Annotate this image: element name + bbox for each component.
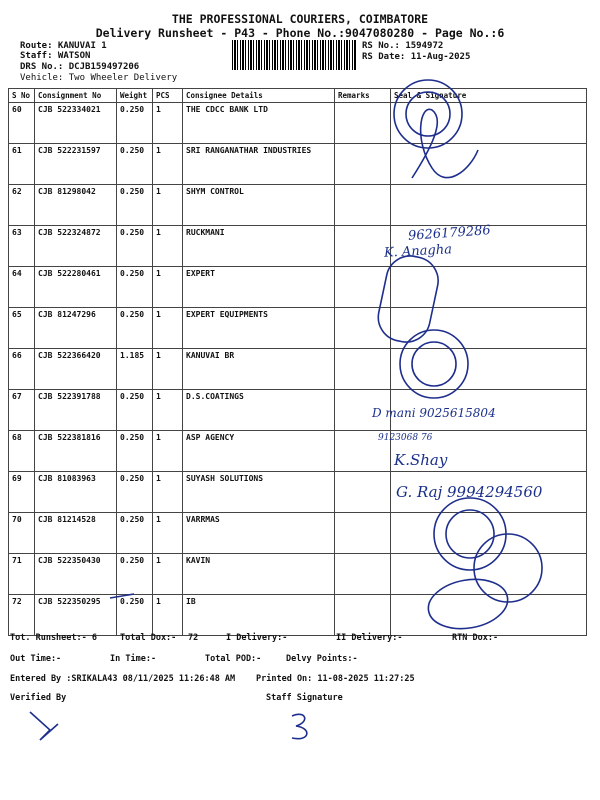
row-consignment-no: CJB 522231597 bbox=[35, 144, 117, 185]
row-consignee: KAVIN bbox=[183, 554, 335, 595]
row-consignee: THE CDCC BANK LTD bbox=[183, 103, 335, 144]
row-consignment-no: CJB 522334021 bbox=[35, 103, 117, 144]
row-sno: 68 bbox=[9, 431, 35, 472]
row-sno: 60 bbox=[9, 103, 35, 144]
staff-signature bbox=[292, 714, 307, 738]
route: Route: KANUVAI 1 bbox=[20, 41, 107, 51]
row-weight: 0.250 bbox=[117, 595, 153, 636]
col-consignee: Consignee Details bbox=[183, 89, 335, 103]
row-consignee: ASP AGENCY bbox=[183, 431, 335, 472]
row-weight: 0.250 bbox=[117, 267, 153, 308]
row-consignment-no: CJB 81298042 bbox=[35, 185, 117, 226]
row-pcs: 1 bbox=[153, 185, 183, 226]
col-weight: Weight bbox=[117, 89, 153, 103]
row-weight: 0.250 bbox=[117, 431, 153, 472]
row-pcs: 1 bbox=[153, 144, 183, 185]
bank-stamp-72 bbox=[424, 573, 511, 634]
row-consignee: IB bbox=[183, 595, 335, 636]
row-consignment-no: CJB 522391788 bbox=[35, 390, 117, 431]
handwritten-name-68: K.Shay bbox=[394, 451, 448, 469]
row-weight: 0.250 bbox=[117, 513, 153, 554]
staff: Staff: WATSON bbox=[20, 51, 91, 61]
rs-number: RS No.: 1594972 bbox=[362, 41, 444, 51]
row-weight: 0.250 bbox=[117, 144, 153, 185]
row-consignee: RUCKMANI bbox=[183, 226, 335, 267]
out-time: Out Time:- bbox=[10, 654, 62, 664]
company-title: THE PROFESSIONAL COURIERS, COIMBATORE bbox=[171, 12, 429, 26]
row-sno: 62 bbox=[9, 185, 35, 226]
row-consignment-no: CJB 522350295 bbox=[35, 595, 117, 636]
handwritten-note-69: G. Raj 9994294560 bbox=[396, 483, 543, 501]
row-consignment-no: CJB 522324872 bbox=[35, 226, 117, 267]
row-pcs: 1 bbox=[153, 308, 183, 349]
tot-runsheet: Tot. Runsheet:- 6 bbox=[10, 633, 97, 643]
col-consignment: Consignment No bbox=[35, 89, 117, 103]
row-weight: 0.250 bbox=[117, 472, 153, 513]
row-pcs: 1 bbox=[153, 513, 183, 554]
row-weight: 0.250 bbox=[117, 103, 153, 144]
delvy-points: Delvy Points:- bbox=[286, 654, 358, 664]
industrial-stamp bbox=[374, 252, 443, 347]
row-weight: 0.250 bbox=[117, 554, 153, 595]
row-consignee: VARRMAS bbox=[183, 513, 335, 554]
row-pcs: 1 bbox=[153, 267, 183, 308]
runsheet-subtitle: Delivery Runsheet - P43 - Phone No.:9047080280 - Page No.:6 bbox=[95, 26, 505, 40]
row-weight: 1.185 bbox=[117, 349, 153, 390]
row-sno: 64 bbox=[9, 267, 35, 308]
row-consignee: SHYM CONTROL bbox=[183, 185, 335, 226]
printed-on: Printed On: 11-08-2025 11:27:25 bbox=[256, 674, 415, 684]
row-pcs: 1 bbox=[153, 431, 183, 472]
vehicle: Vehicle: Two Wheeler Delivery bbox=[20, 73, 178, 83]
in-time: In Time:- bbox=[110, 654, 157, 664]
row-weight: 0.250 bbox=[117, 308, 153, 349]
row-weight: 0.250 bbox=[117, 185, 153, 226]
kanuvai-seal-stamp bbox=[400, 330, 468, 398]
row-sno: 67 bbox=[9, 390, 35, 431]
total-dox-value: 72 bbox=[188, 633, 199, 643]
col-remarks: Remarks bbox=[335, 89, 391, 103]
row-consignee: EXPERT EQUIPMENTS bbox=[183, 308, 335, 349]
rs-date: RS Date: 11-Aug-2025 bbox=[362, 52, 471, 62]
row-pcs: 1 bbox=[153, 226, 183, 267]
row-sno: 66 bbox=[9, 349, 35, 390]
row-consignment-no: CJB 81247296 bbox=[35, 308, 117, 349]
verified-by: Verified By bbox=[10, 693, 67, 703]
row-consignee: EXPERT bbox=[183, 267, 335, 308]
row-pcs: 1 bbox=[153, 103, 183, 144]
row-weight: 0.250 bbox=[117, 390, 153, 431]
bank-seal-stamp bbox=[394, 80, 462, 148]
staff-signature-label: Staff Signature bbox=[266, 693, 343, 703]
row-pcs: 1 bbox=[153, 349, 183, 390]
row-consignee: D.S.COATINGS bbox=[183, 390, 335, 431]
row-sno: 69 bbox=[9, 472, 35, 513]
col-pcs: PCS bbox=[153, 89, 183, 103]
total-pod: Total POD:- bbox=[205, 654, 262, 664]
total-dox: Total Dox:- bbox=[120, 633, 177, 643]
row-consignment-no: CJB 522350430 bbox=[35, 554, 117, 595]
col-seal-signature: Seal & Signature bbox=[391, 89, 587, 103]
i-delivery: I Delivery:- bbox=[226, 633, 288, 643]
handwritten-phone-68: 9123068 76 bbox=[378, 433, 433, 443]
row-sno: 71 bbox=[9, 554, 35, 595]
row-sno: 70 bbox=[9, 513, 35, 554]
row-consignment-no: CJB 81214528 bbox=[35, 513, 117, 554]
row-pcs: 1 bbox=[153, 554, 183, 595]
handwritten-name-63: K. Anagha bbox=[383, 242, 453, 261]
ii-delivery: II Delivery:- bbox=[336, 633, 403, 643]
row-consignee: SUYASH SOLUTIONS bbox=[183, 472, 335, 513]
engineering-exports-stamp bbox=[474, 534, 542, 602]
row-consignment-no: CJB 522280461 bbox=[35, 267, 117, 308]
entered-by: Entered By :SRIKALA43 08/11/2025 11:26:48 AM bbox=[10, 674, 236, 684]
verified-signature bbox=[30, 712, 58, 740]
row-consignee: SRI RANGANATHAR INDUSTRIES bbox=[183, 144, 335, 185]
row-sno: 63 bbox=[9, 226, 35, 267]
handwritten-note-67: D mani 9025615804 bbox=[372, 406, 496, 420]
row-weight: 0.250 bbox=[117, 226, 153, 267]
rtn-dox: RTN Dox:- bbox=[452, 633, 499, 643]
handwritten-phone-63: 9626179286 bbox=[407, 223, 492, 244]
row-sno: 61 bbox=[9, 144, 35, 185]
row-pcs: 1 bbox=[153, 595, 183, 636]
col-sno: S No bbox=[9, 89, 35, 103]
row-consignment-no: CJB 522381816 bbox=[35, 431, 117, 472]
row-consignment-no: CJB 522366420 bbox=[35, 349, 117, 390]
row-pcs: 1 bbox=[153, 390, 183, 431]
row-sno: 65 bbox=[9, 308, 35, 349]
row-sno: 72 bbox=[9, 595, 35, 636]
row-pcs: 1 bbox=[153, 472, 183, 513]
row-consignment-no: CJB 81083963 bbox=[35, 472, 117, 513]
weight-tick-mark bbox=[110, 594, 134, 598]
engineering-seal-stamp bbox=[434, 498, 506, 570]
row-consignee: KANUVAI BR bbox=[183, 349, 335, 390]
drs-number: DRS No.: DCJB159497206 bbox=[20, 62, 140, 72]
